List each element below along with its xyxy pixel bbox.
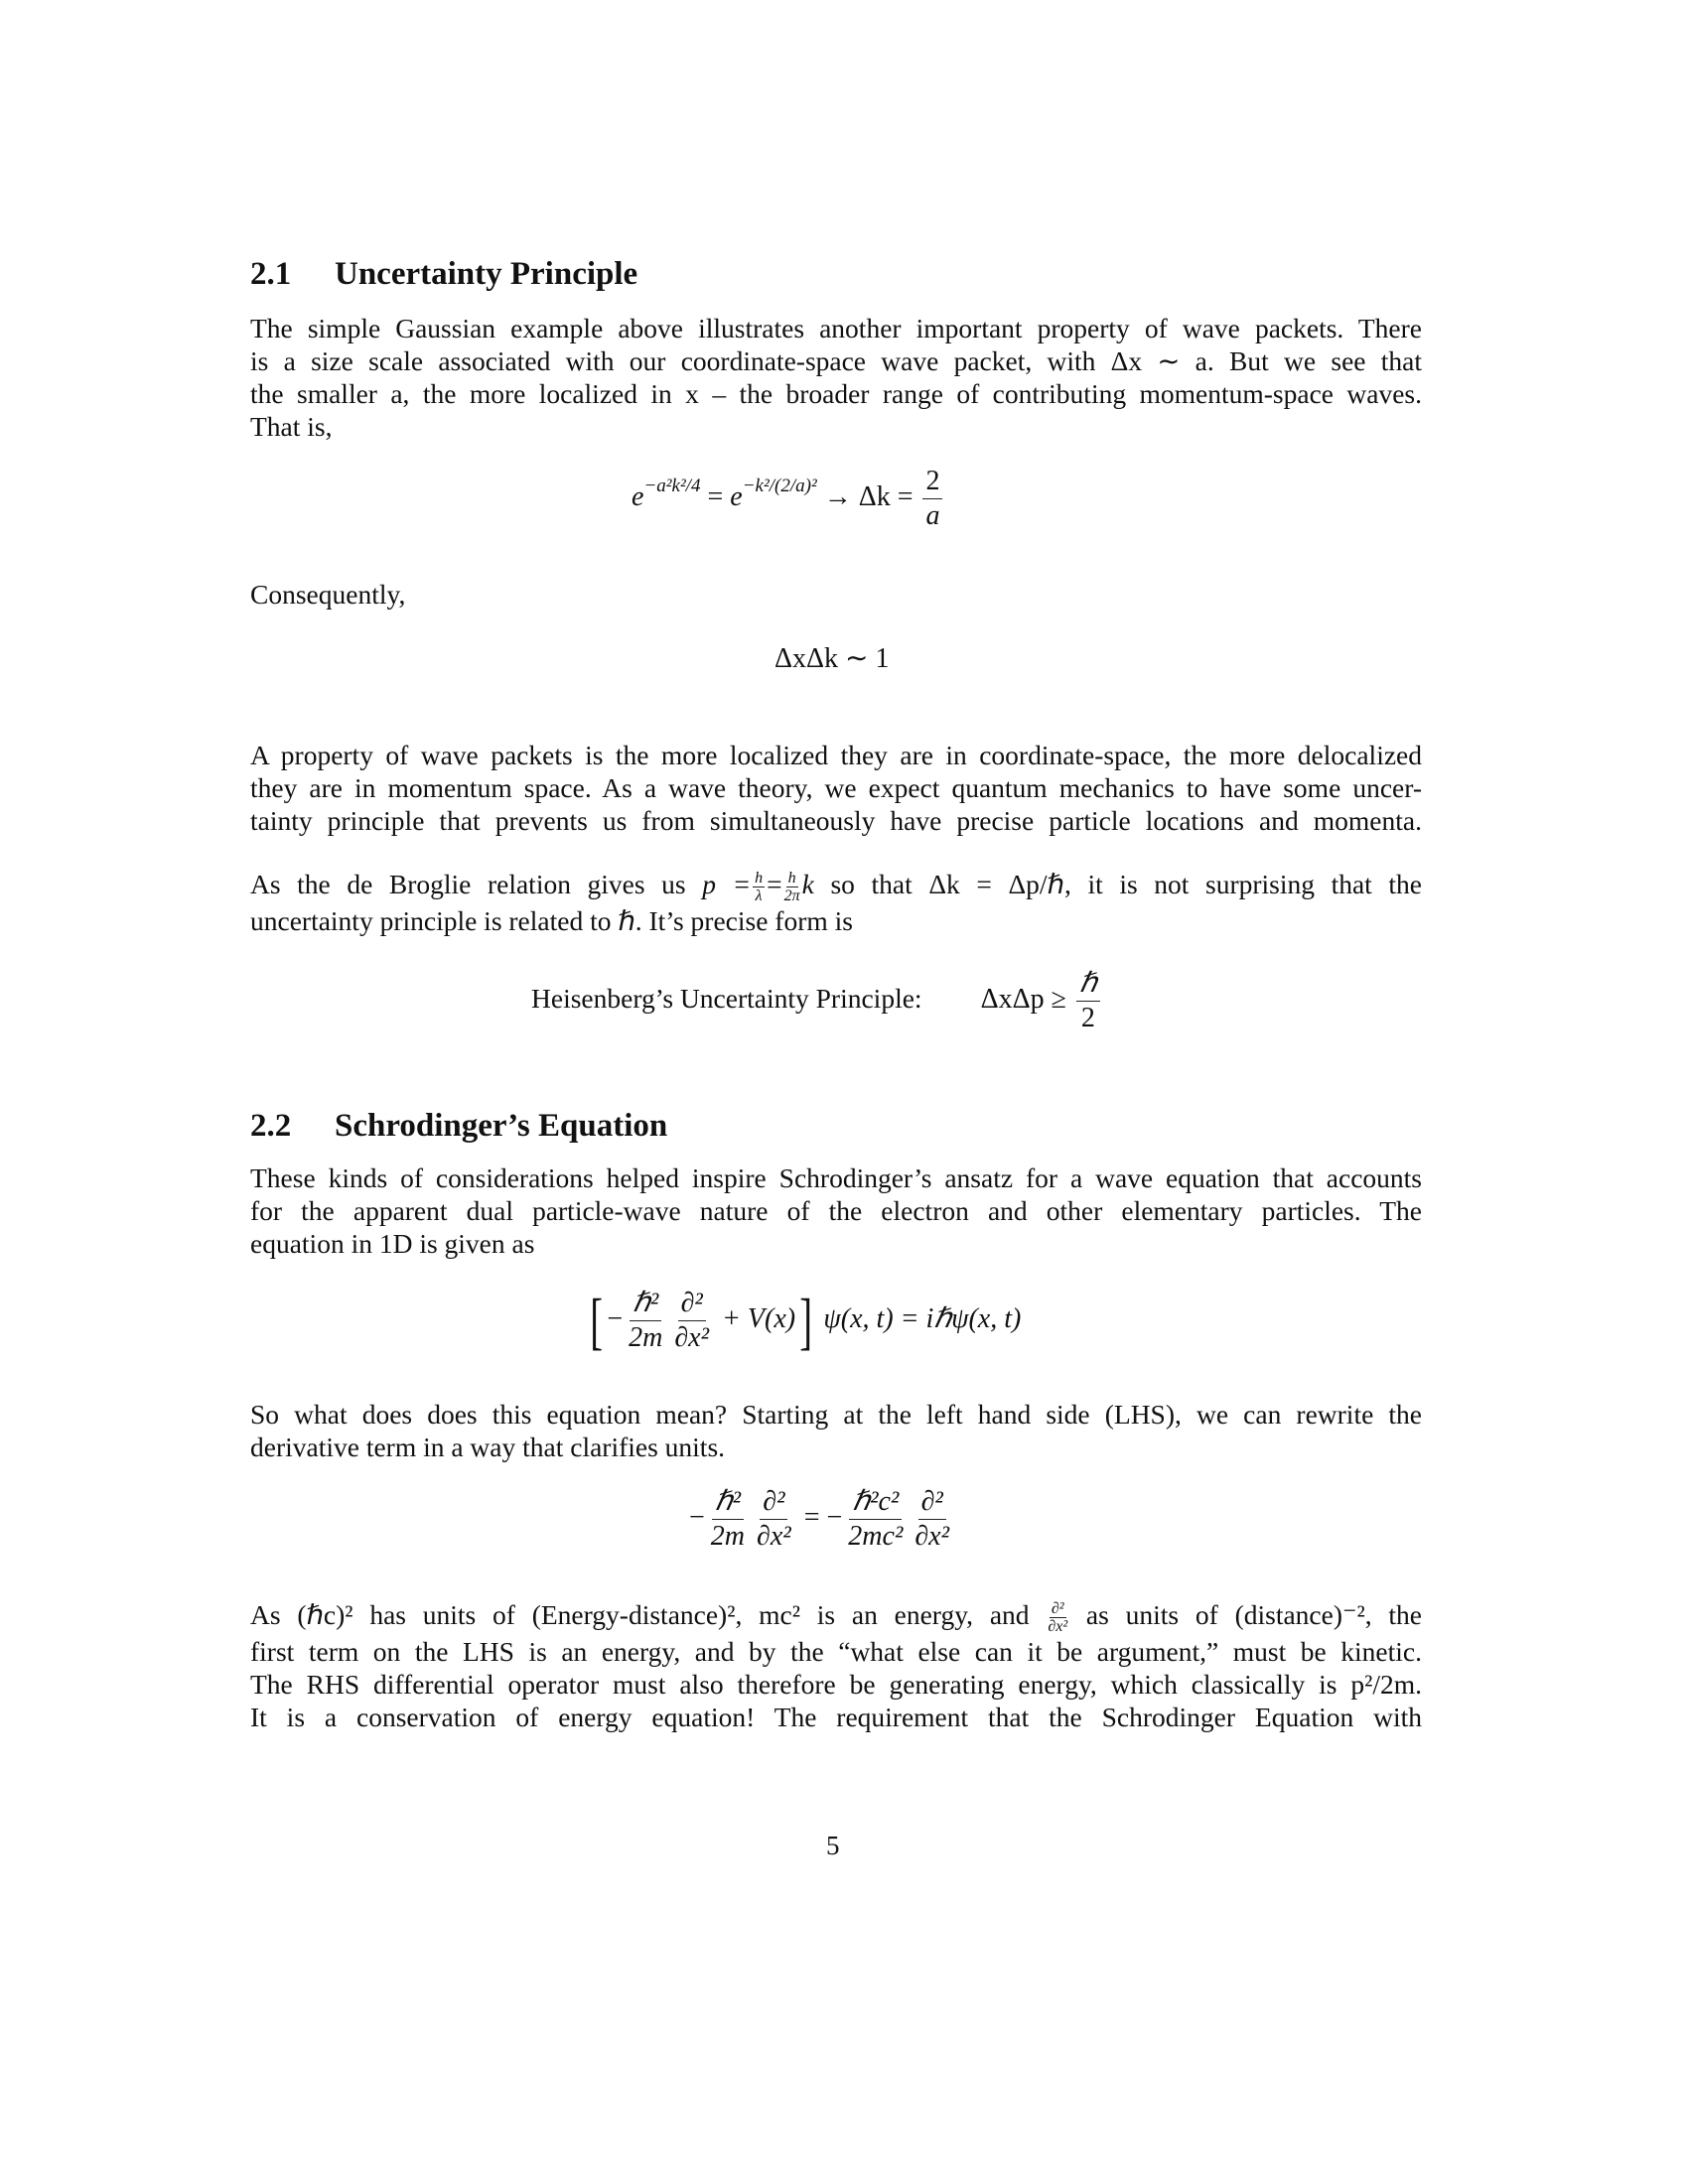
numerator: ∂² [760,1485,787,1520]
numerator: 2 [922,465,942,499]
paragraph-de-broglie [250,868,1422,937]
inline-fraction [1048,1600,1067,1635]
text-line: These kinds of considerations helped inspire Schrodinger’s ansatz for a wave equation that accounts [250,1162,1422,1193]
text-span: As the de Broglie relation gives us [250,869,703,899]
text-line: they are in momentum space. As a wave theory, we expect quantum mechanics to have some uncer- [250,772,1422,803]
inline-fraction [753,870,765,904]
eq-term: e [730,480,743,512]
text-line: derivative term in a way that clarifies units. [250,1432,726,1462]
equation-schrodinger [586,1287,1021,1355]
paragraph-consequently [250,578,1422,611]
eq-minus: − [689,1501,705,1533]
text-line: That is, [250,411,333,442]
eq-term: k [801,869,814,899]
text-span: as units of (distance)⁻², the [1069,1599,1422,1630]
numerator: ℏ² [630,1287,661,1321]
eq-minus: − [607,1302,624,1334]
eq-fraction [912,1485,952,1554]
text-line: first term on the LHS is an energy, and by the “what else can it be argument,” must be kinetic. [250,1636,1422,1668]
equation-heisenberg [531,967,1103,1035]
denominator: 2mc² [848,1521,904,1552]
eq-exponent: −k²/(2/a)² [742,475,817,496]
equation-units [689,1485,955,1554]
denominator: ∂x² [674,1322,710,1353]
text-line: Consequently, [250,579,406,610]
numerator: ℏ² [712,1485,744,1520]
left-bracket: [ [590,1285,604,1356]
text-line: So what does does this equation mean? Starting at the left hand side (LHS), we can rewrite the [250,1399,1422,1430]
eq-fraction [626,1287,665,1355]
denominator: 2m [629,1322,663,1353]
text-line: A property of wave packets is the more localized they are in coordinate-space, the more delocalized [250,740,1422,770]
text-line: tainty principle that prevents us from simultaneously have precise particle locations and momenta. [250,805,1422,836]
text-span: so that Δk = Δp/ℏ, it is not surprising that the [813,869,1423,899]
text-line: uncertainty principle is related to ℏ. It’s precise form is [250,905,853,937]
text-line: for the apparent dual particle-wave nature of the electron and other elementary particles. The [250,1195,1422,1226]
paragraph-lhs [250,1398,1422,1463]
eq-term: p = [702,869,752,899]
equation-dx-dk [774,641,889,675]
text-line: It is a conservation of energy equation! The requirement that the Schrodinger Equation with [250,1702,1422,1733]
section-heading-2-2 [250,1108,667,1145]
section-title: Schrodinger’s Equation [335,1108,668,1144]
eq-arrow: → Δk = [823,480,914,512]
numerator: ∂² [918,1485,946,1520]
paragraph-energy [250,1598,1422,1733]
denominator: ∂x² [757,1521,791,1552]
text-line: The RHS differential operator must also therefore be generating energy, which classically is p²/2m. [250,1669,1422,1701]
denominator: ∂x² [914,1521,950,1552]
numerator: ℏ [1076,967,1100,1002]
numerator: h [787,870,796,887]
text-line: is a size scale associated with our coordinate-space wave packet, with Δx ∼ a. But we see that [250,345,1422,376]
eq-rhs: ψ(x, t) = iℏψ(x, t) [823,1302,1022,1334]
eq-fraction [1076,967,1100,1035]
text-line [250,868,1422,904]
text-span: As (ℏc)² has units of (Energy-distance)², mc² is an energy, and [250,1599,1047,1630]
eq-fraction [922,465,942,533]
numerator: h [755,870,764,887]
heisenberg-label: Heisenberg’s Uncertainty Principle: [531,982,922,1014]
eq-fraction [708,1485,748,1554]
right-bracket: ] [799,1285,813,1356]
eq-exponent: −a²k²/4 [643,475,701,496]
section-number: 2.1 [250,256,292,292]
numerator: ∂² [1051,1600,1064,1618]
page-number: 5 [826,1831,840,1860]
denominator: 2π [783,887,800,905]
section-title: Uncertainty Principle [335,256,638,292]
denominator: a [925,500,940,531]
section-heading-2-1 [250,256,637,293]
denominator: 2 [1080,1003,1095,1033]
text-line [250,1598,1422,1635]
eq-potential: + V(x) [722,1302,796,1334]
eq-fraction [671,1287,712,1355]
denominator: ∂x² [1048,1618,1068,1636]
eq-equals: = [767,869,782,899]
text-line: the smaller a, the more localized in x – the broader range of contributing momentum-space waves. [250,378,1422,409]
numerator: ∂² [678,1287,706,1321]
paragraph-wave-packets [250,739,1422,837]
eq-fraction [754,1485,794,1554]
paragraph-gaussian [250,312,1422,443]
eq-fraction [845,1485,906,1554]
paragraph-schrodinger-intro [250,1161,1422,1260]
denominator: λ [755,887,763,905]
equation-gaussian-width [632,465,945,533]
denominator: 2m [710,1521,746,1552]
eq-equals: = [707,480,724,512]
inline-fraction [784,870,800,904]
eq-term: e [632,480,644,512]
section-number: 2.2 [250,1108,292,1144]
text-line: equation in 1D is given as [250,1228,535,1259]
eq-text: ΔxΔk ∼ 1 [774,643,890,674]
numerator: ℏ²c² [849,1485,902,1520]
eq-equals: = − [803,1501,843,1533]
text-line: The simple Gaussian example above illustrates another important property of wave packets. There [250,313,1422,343]
eq-lhs: ΔxΔp ≥ [980,983,1066,1015]
